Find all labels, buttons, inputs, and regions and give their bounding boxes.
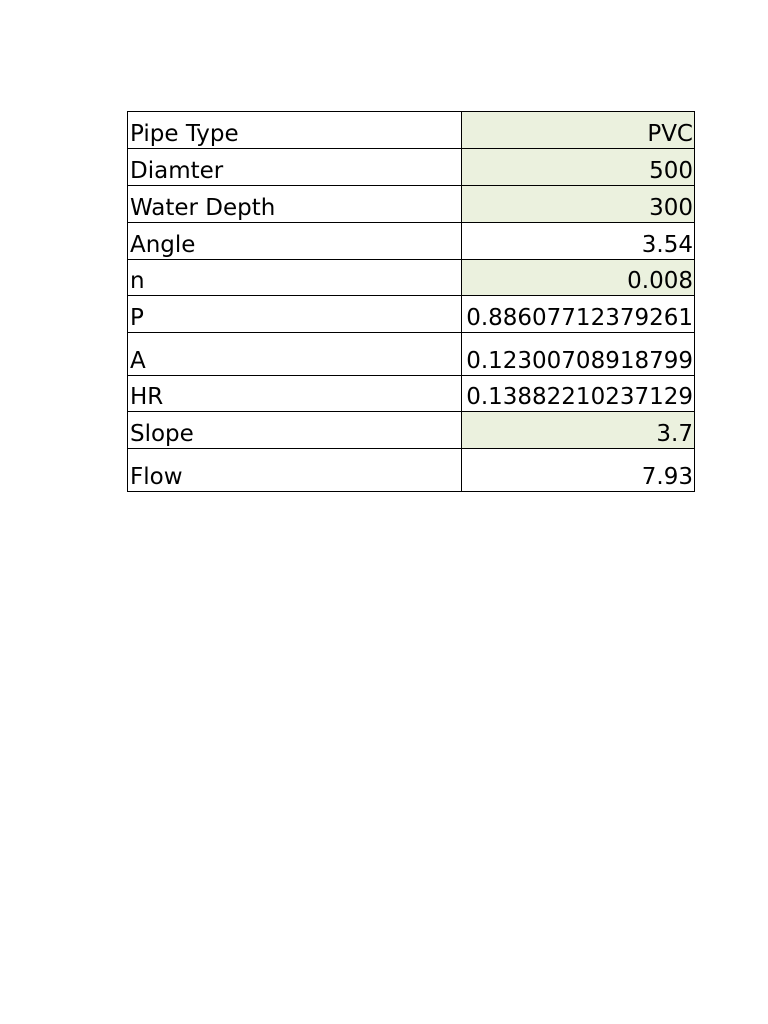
a-label[interactable]: A: [128, 333, 462, 376]
table-row-a: [128, 333, 695, 376]
table-row-slope: [128, 412, 695, 449]
table-row-water-depth: [128, 186, 695, 223]
table-row-diameter: [128, 149, 695, 186]
n-label[interactable]: n: [128, 260, 462, 296]
table-row-p: [128, 296, 695, 333]
water-depth-value[interactable]: 300: [462, 186, 695, 223]
angle-label[interactable]: Angle: [128, 223, 462, 260]
diameter-value[interactable]: 500: [462, 149, 695, 186]
pipe-type-value[interactable]: PVC: [462, 112, 695, 149]
diameter-label[interactable]: Diamter: [128, 149, 462, 186]
hr-label[interactable]: HR: [128, 376, 462, 412]
table-row-pipe-type: [128, 112, 695, 149]
angle-value[interactable]: 3.54: [462, 223, 695, 260]
table-row-n: [128, 260, 695, 296]
p-label[interactable]: P: [128, 296, 462, 333]
table-row-hr: [128, 376, 695, 412]
water-depth-label[interactable]: Water Depth: [128, 186, 462, 223]
slope-value[interactable]: 3.7: [462, 412, 695, 449]
pipe-type-label[interactable]: Pipe Type: [128, 112, 462, 149]
p-value[interactable]: 0.88607712379261: [462, 296, 695, 333]
a-value[interactable]: 0.12300708918799: [462, 333, 695, 376]
flow-value[interactable]: 7.93: [462, 449, 695, 492]
n-value[interactable]: 0.008: [462, 260, 695, 296]
slope-label[interactable]: Slope: [128, 412, 462, 449]
pipe-flow-table: [127, 111, 695, 492]
hr-value[interactable]: 0.13882210237129: [462, 376, 695, 412]
table-row-angle: [128, 223, 695, 260]
table-row-flow: [128, 449, 695, 492]
flow-label[interactable]: Flow: [128, 449, 462, 492]
